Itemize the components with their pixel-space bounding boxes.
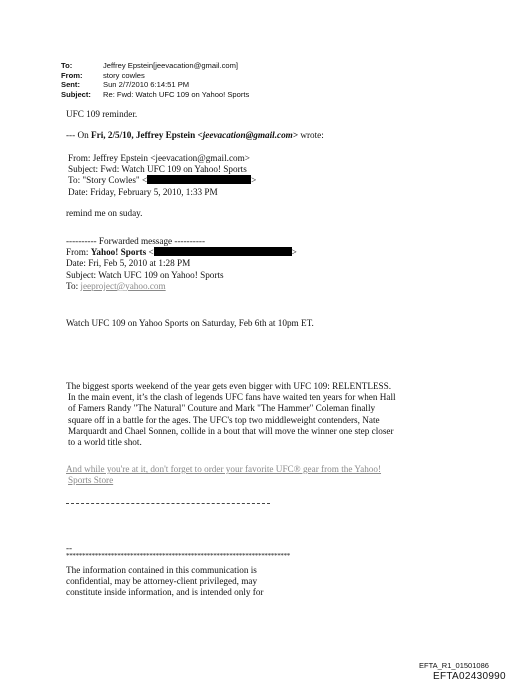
conf-line: constitute inside information, and is intended only for <box>66 587 264 598</box>
from-label: From: <box>61 70 83 80</box>
fm-from-close: > <box>291 247 297 258</box>
conf-line: The information contained in this communication is <box>66 565 257 575</box>
quote-email: <jeevacation@gmail.com> <box>197 130 299 140</box>
footer-id-2: EFTA02430990 <box>433 671 506 682</box>
sent-row <box>61 80 249 90</box>
para-line: of Famers Randy "The Natural" Couture and Mark "The Hammer" Coleman finally <box>68 403 376 414</box>
quote-line <box>66 130 324 141</box>
article-paragraph <box>66 381 396 448</box>
para-line: Marquardt and Chael Sonnen, collide in a bout that will move the winner one step closer <box>68 425 394 436</box>
to-row <box>61 61 249 71</box>
email-header <box>61 61 249 99</box>
store-link[interactable] <box>66 464 381 486</box>
watch-text: Watch UFC 109 on Yahoo Sports on Saturday, Feb 6th at 10pm ET. <box>66 318 314 328</box>
para-line: In the main event, it’s the clash of legends UFC fans have waited ten years for when Hall <box>68 392 396 403</box>
fm-to <box>66 281 297 292</box>
store-link-line1[interactable]: And while you're at it, don't forget to order your favorite UFC® gear from the Yahoo! <box>66 464 382 474</box>
store-link-line2[interactable]: Sports Store <box>68 475 114 486</box>
fm-subject: Subject: Watch UFC 109 on Yahoo! Sports <box>66 269 224 280</box>
para-line: The biggest sports weekend of the year gets even bigger with UFC 109: RELENTLESS. <box>66 381 392 391</box>
fm-date: Date: Fri, Feb 5, 2010 at 1:28 PM <box>66 258 191 269</box>
separator-line <box>66 503 270 504</box>
subject-value: Re: Fwd: Watch UFC 109 on Yahoo! Sports <box>103 89 250 99</box>
stars-line: ********************************************************************** <box>66 552 291 560</box>
fwd-to <box>68 175 256 186</box>
confidentiality-notice <box>66 565 264 599</box>
fwd-date: Date: Friday, February 5, 2010, 1:33 PM <box>68 186 218 197</box>
footer-id-1: EFTA_R1_01501086 <box>419 661 489 670</box>
sent-value: Sun 2/7/2010 6:14:51 PM <box>103 80 190 90</box>
redaction-box <box>147 175 251 184</box>
from-row <box>61 71 249 81</box>
subject-label: Subject: <box>61 89 91 99</box>
fwd-from: From: Jeffrey Epstein <jeevacation@gmail.com> <box>68 153 250 163</box>
quote-prefix: --- On <box>66 130 92 140</box>
fm-from-open: < <box>148 247 154 258</box>
forwarded-block <box>68 153 256 198</box>
para-line: to a world title shot. <box>68 437 142 448</box>
to-label: To: <box>61 61 73 70</box>
redaction-box <box>154 247 292 256</box>
to-value: Jeffrey Epstein[jeevacation@gmail.com] <box>103 61 239 70</box>
sig-dashes: -- <box>66 543 73 553</box>
reminder-text: UFC 109 reminder. <box>66 109 138 119</box>
fwd-to-suffix: > <box>251 175 257 186</box>
conf-line: confidential, may be attorney-client privileged, may <box>66 576 258 587</box>
sent-label: Sent: <box>61 80 80 90</box>
email-link[interactable]: jeeproject@yahoo.com <box>80 280 166 291</box>
fwd-to-prefix: To: "Story Cowles" < <box>68 175 148 186</box>
para-line: square off in a battle for the ages. The UFC's top two middleweight contenders, Nate <box>68 414 380 425</box>
forwarded-message-block <box>66 236 297 292</box>
fwd-subject: Subject: Fwd: Watch UFC 109 on Yahoo! Sports <box>68 164 247 175</box>
fm-from <box>66 247 297 258</box>
subject-row <box>61 90 249 100</box>
remind-text: remind me on suday. <box>66 208 143 218</box>
fm-from-label: From: <box>66 247 91 258</box>
fm-header: ---------- Forwarded message ---------- <box>66 236 206 246</box>
fm-from-name: Yahoo! Sports <box>90 247 149 258</box>
quote-suffix: wrote: <box>298 130 324 140</box>
from-value: story cowles <box>103 70 145 80</box>
fm-to-label: To: <box>66 280 81 291</box>
quote-date: Fri, 2/5/10, Jeffrey Epstein <box>91 130 198 140</box>
